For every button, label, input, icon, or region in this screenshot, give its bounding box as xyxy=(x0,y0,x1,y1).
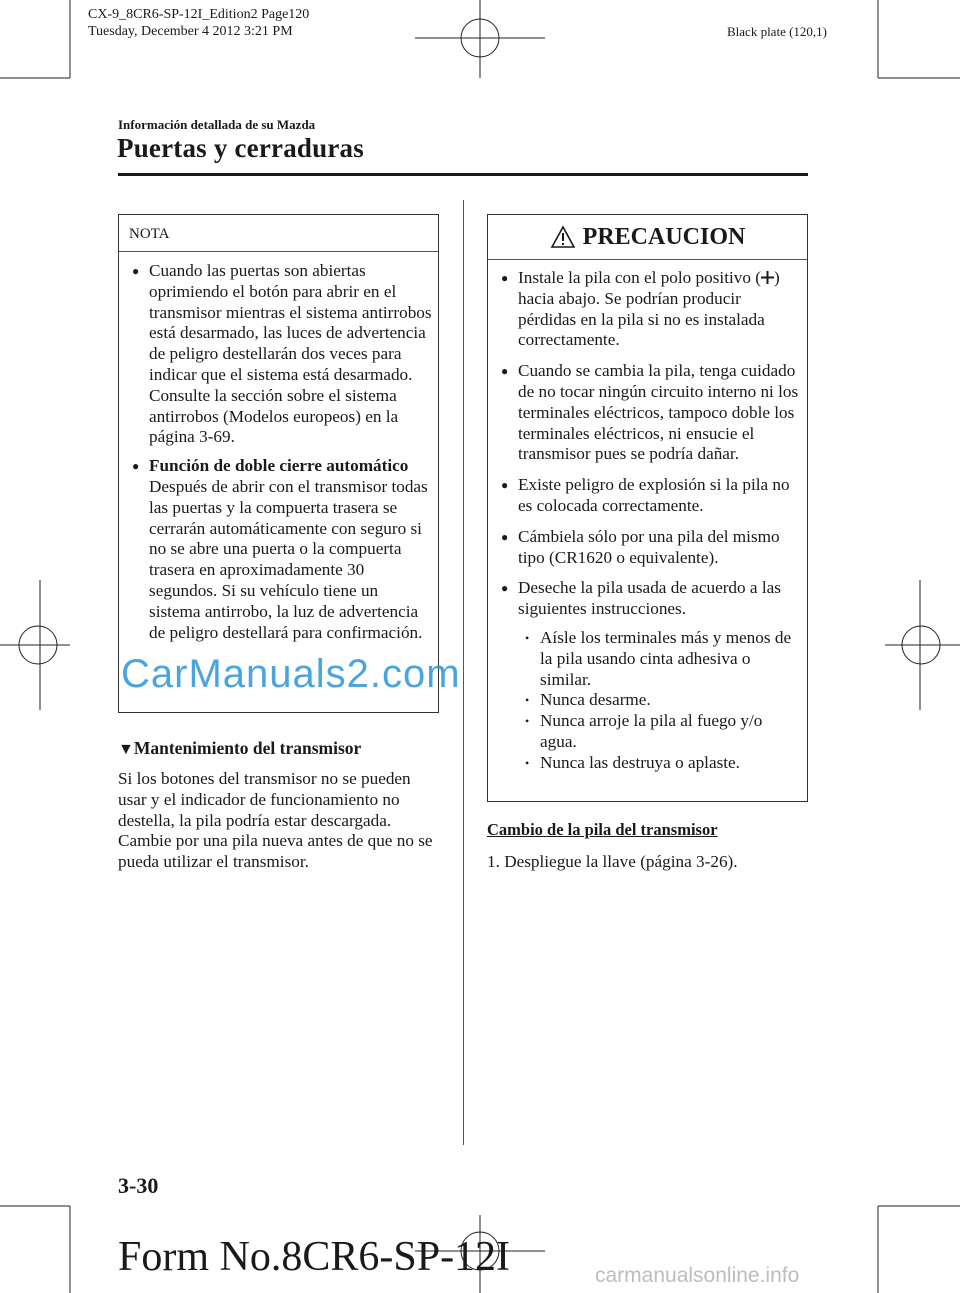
bullet-icon: ● xyxy=(501,529,509,544)
sub-bullet-icon: • xyxy=(525,630,530,645)
bullet-icon: ● xyxy=(132,459,140,474)
maintenance-body: Si los botones del transmisor no se pueden usar y el indicador de funcionamiento no destella, la pila podría estar descargada. Cambie por una pila nueva antes de que no se pueda utilizar el transmisor. xyxy=(118,769,433,872)
caution-subitem-text: Nunca arroje la pila al fuego y/o agua. xyxy=(540,711,763,751)
date-line: Tuesday, December 4 2012 3:21 PM xyxy=(88,24,293,39)
plate-label: Black plate (120,1) xyxy=(727,24,827,39)
list-item xyxy=(488,628,801,690)
column-divider xyxy=(463,200,464,1145)
sub-bullet-icon: • xyxy=(525,693,530,708)
battery-change-heading: Cambio de la pila del transmisor xyxy=(487,820,718,839)
list-item xyxy=(488,711,801,753)
caution-item-text: Deseche la pila usada de acuerdo a las siguientes instrucciones. xyxy=(518,578,781,619)
page-number: 3-30 xyxy=(118,1173,159,1198)
page-title: Puertas y cerraduras xyxy=(117,133,364,163)
note-item-text: Después de abrir con el transmisor todas las puertas y la compuerta trasera se cerrarán automáticamente con seguro si no se abre una puerta o la compuerta trasera en aproximadamente 30 segundos. Si su vehículo tiene un sistema antirrobo, la luz de advertencia de peligro destellará para confirmación. xyxy=(149,476,428,642)
bullet-icon: ● xyxy=(132,264,140,278)
note-item-title: Función de doble cierre automático xyxy=(149,456,409,476)
note-title: NOTA xyxy=(119,215,438,252)
watermark-logo: CarManuals2.com xyxy=(121,652,461,696)
watermark-url: carmanualsonline.info xyxy=(595,1264,800,1287)
form-number: Form No.8CR6-SP-12I xyxy=(118,1234,511,1280)
maintenance-heading-text: Mantenimiento del transmisor xyxy=(133,738,362,758)
caution-box xyxy=(487,214,808,802)
caution-sublist xyxy=(488,628,807,774)
note-box xyxy=(118,214,439,713)
plus-icon xyxy=(761,271,774,284)
caution-subitem-text: Nunca desarme. xyxy=(540,690,651,710)
sub-bullet-icon: • xyxy=(525,755,530,770)
maintenance-heading xyxy=(118,738,443,759)
list-item xyxy=(488,527,801,569)
battery-change-section xyxy=(487,820,812,873)
list-item xyxy=(488,690,801,711)
triangle-down-icon: ▼ xyxy=(118,741,134,758)
caution-item-text: ) hacia abajo. Se podrían producir pérdidas en la pila si no es instalada correctamente. xyxy=(518,268,780,350)
caution-subitem-text: Nunca las destruya o aplaste. xyxy=(540,752,740,772)
section-label: Información detallada de su Mazda xyxy=(118,117,316,132)
caution-item-text: Existe peligro de explosión si la pila no es colocada correctamente. xyxy=(518,475,790,515)
list-item xyxy=(119,261,432,448)
bullet-icon: ● xyxy=(501,364,509,379)
bullet-icon: ● xyxy=(501,478,509,493)
list-item xyxy=(119,456,432,643)
list-item xyxy=(488,578,801,620)
list-item xyxy=(488,475,801,517)
caution-item-text: Cámbiela sólo por una pila del mismo tipo (CR1620 o equivalente). xyxy=(518,526,780,567)
bullet-icon: ● xyxy=(501,271,509,285)
bullet-icon: ● xyxy=(501,581,509,596)
list-item xyxy=(488,753,801,774)
caution-subitem-text: Aísle los terminales más y menos de la pila usando cinta adhesiva o similar. xyxy=(540,627,792,689)
caution-list xyxy=(488,260,807,620)
caution-item-text: Instale la pila con el polo positivo ( xyxy=(518,268,761,287)
print-job-info xyxy=(88,6,309,40)
file-line: CX-9_8CR6-SP-12I_Edition2 Page120 xyxy=(88,7,310,22)
note-list xyxy=(119,252,438,643)
caution-title: PRECAUCION xyxy=(582,223,746,250)
warning-icon xyxy=(550,225,576,249)
caution-item-text: Cuando se cambia la pila, tenga cuidado de no tocar ningún circuito interno ni los terminales eléctricos, tampoco doble los terminales eléctricos, ni ensucie el transmisor pues se podría dañar. xyxy=(518,361,799,464)
sub-bullet-icon: • xyxy=(525,714,530,729)
note-item-text: Cuando las puertas son abiertas oprimiendo el botón para abrir en el transmisor mientras el sistema antirrobos está desarmado, las luces de advertencia de peligro destellarán dos veces para indicar que el sistema está desarmado. xyxy=(149,261,432,384)
title-rule xyxy=(118,173,808,176)
list-item xyxy=(488,361,801,465)
maintenance-section xyxy=(118,738,443,873)
battery-change-step: 1. Despliegue la llave (página 3-26). xyxy=(487,852,738,871)
caution-header xyxy=(488,215,807,260)
note-item-reference: Consulte la sección sobre el sistema antirrobos (Modelos europeos) en la página 3-69. xyxy=(149,385,399,447)
list-item xyxy=(488,268,801,351)
